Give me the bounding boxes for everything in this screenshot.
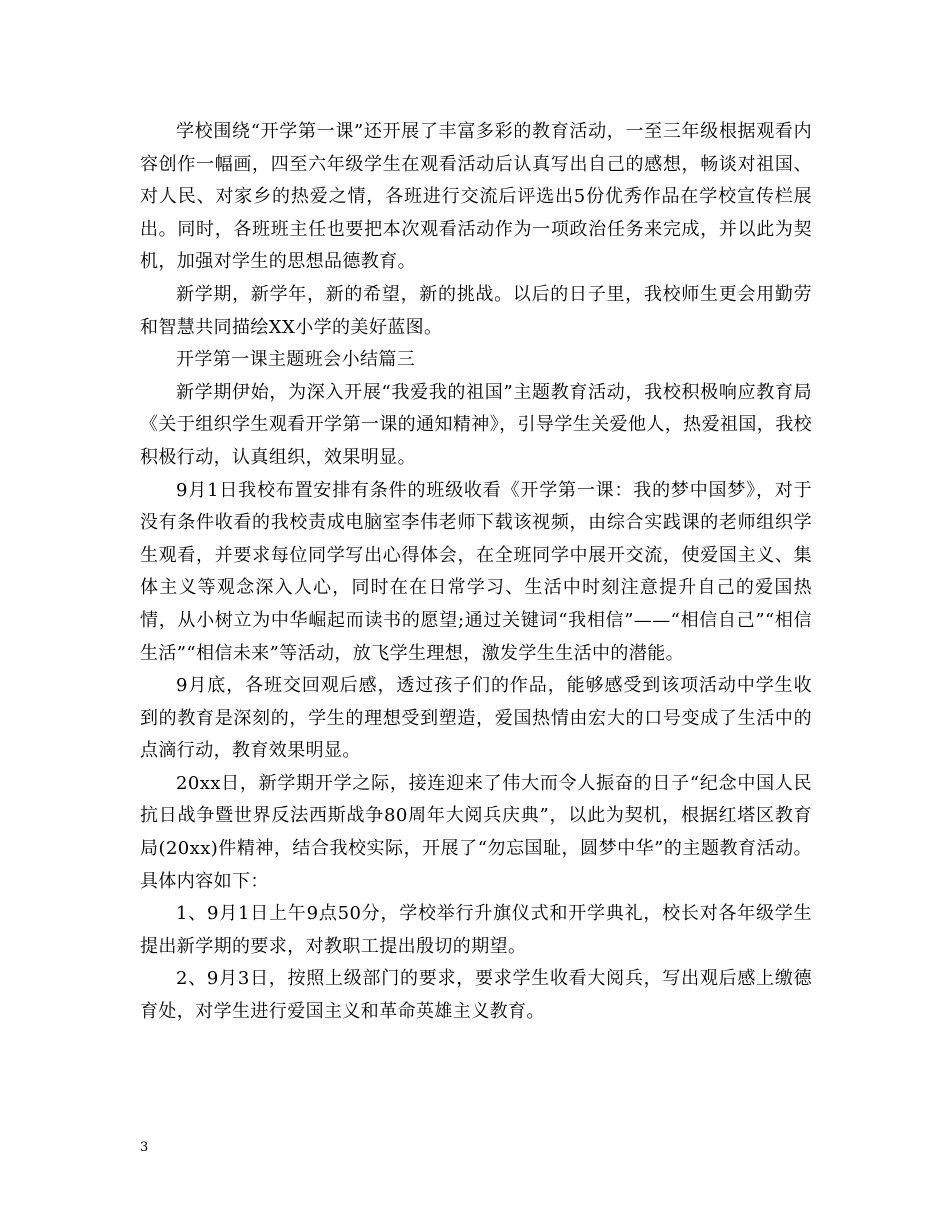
page-number: 3 bbox=[140, 1140, 149, 1155]
list-item-2: 2、9月3日，按照上级部门的要求，要求学生收看大阅兵，写出观后感上缴德育处，对学生进行爱国主义和革命英雄主义教育。 bbox=[140, 968, 812, 1023]
section-heading: 开学第一课主题班会小结篇三 bbox=[176, 349, 416, 371]
paragraph-september-end: 9月底，各班交回观后感，透过孩子们的作品，能够感受到该项活动中学生收到的教育是深刻的，学生的理想受到塑造，爱国热情由宏大的口号变成了生活中的点滴行动，教育效果明显。 bbox=[140, 675, 812, 762]
paragraph-anniversary: 20xx日，新学期开学之际，接连迎来了伟大而令人振奋的日子“纪念中国人民抗日战争暨世界反法西斯战争80周年大阅兵庆典”，以此为契机，根据红塔区教育局(20xx)件精神，结合我校实际，开展了“勿忘国耻，圆梦中华”的主题教育活动。具体内容如下： bbox=[140, 772, 812, 892]
paragraph-september-first: 9月1日我校布置安排有条件的班级收看《开学第一课：我的梦中国梦》，对于没有条件收看的我校责成电脑室李伟老师下载该视频，由综合实践课的老师组织学生观看，并要求每位同学写出心得体会，在全班同学中展开交流，使爱国主义、集体主义等观念深入人心，同时在在日常学习、生活中时刻注意提升自己的爱国热情，从小树立为中华崛起而读书的愿望;通过关键词“我相信”——“相信自己”“相信生活”“相信未来”等活动，放飞学生理想，激发学生生活中的潜能。 bbox=[140, 479, 812, 664]
paragraph-activities: 学校围绕“开学第一课”还开展了丰富多彩的教育活动，一至三年级根据观看内容创作一幅画，四至六年级学生在观看活动后认真写出自己的感想，畅谈对祖国、对人民、对家乡的热爱之情，各班进行交流后评选出5份优秀作品在学校宣传栏展出。同时，各班班主任也要把本次观看活动作为一项政治任务来完成，并以此为契机，加强对学生的思想品德教育。 bbox=[140, 121, 812, 273]
paragraph-new-semester: 新学期，新学年，新的希望，新的挑战。以后的日子里，我校师生更会用勤劳和智慧共同描绘XX小学的美好蓝图。 bbox=[140, 283, 812, 338]
paragraph-intro: 新学期伊始，为深入开展“我爱我的祖国”主题教育活动，我校积极响应教育局《关于组织学生观看开学第一课的通知精神》，引导学生关爱他人，热爱祖国，我校积极行动，认真组织，效果明显。 bbox=[140, 381, 812, 468]
document-body bbox=[140, 116, 812, 1029]
list-item-1: 1、9月1日上午9点50分，学校举行升旗仪式和开学典礼，校长对各年级学生提出新学期的要求，对教职工提出殷切的期望。 bbox=[140, 903, 812, 957]
